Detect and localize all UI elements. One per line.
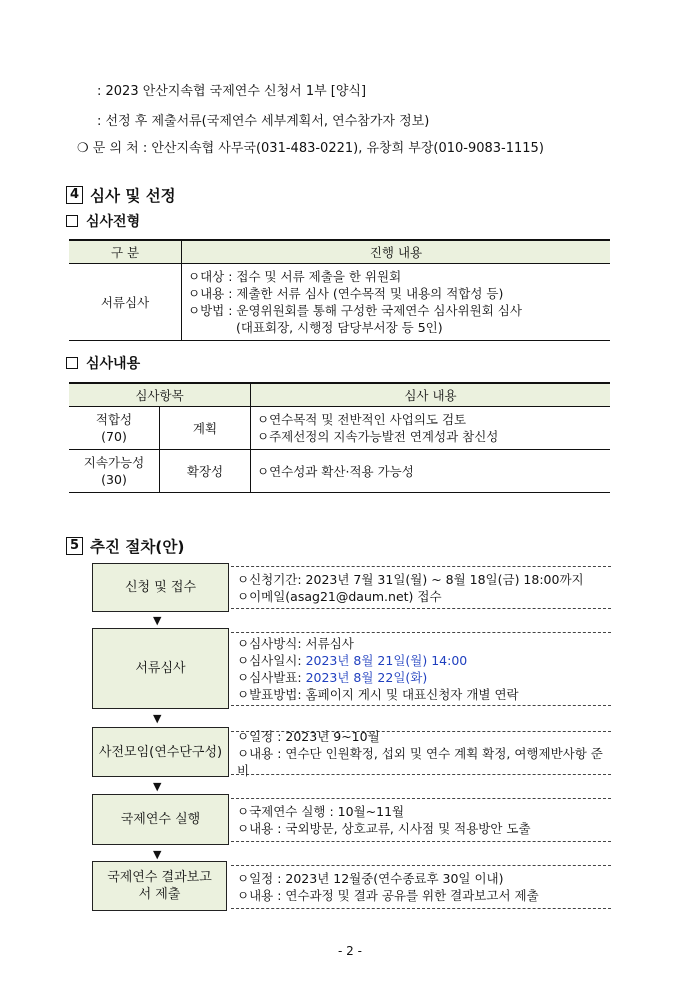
- content-line: (대표회장, 시행정 담당부서장 등 5인): [236, 320, 443, 335]
- section-title: 심사 및 선정: [90, 187, 176, 205]
- desc-line: [237, 652, 611, 669]
- table-header: 진행 내용: [182, 240, 611, 264]
- intro-contact: ❍ 문 의 처 : 안산지속협 사무국(031-483-0221), 유창희 부장(010-9083-1115): [77, 141, 544, 156]
- subsection-title: 심사내용: [86, 356, 141, 372]
- desc-line: [237, 669, 611, 686]
- desc-line: ㅇ내용 : 연수단 인원확정, 섭외 및 연수 계획 확정, 여행제반사항 준비: [237, 745, 603, 778]
- step-box-execution: 국제연수 실행: [92, 794, 229, 845]
- section-5-heading: [66, 535, 184, 557]
- criteria-score: (70): [101, 429, 127, 444]
- step-box-apply: 신청 및 접수: [92, 563, 229, 612]
- content-line: ㅇ연수성과 확산·적용 가능성: [257, 463, 414, 479]
- square-bullet-icon: [66, 215, 78, 227]
- subsection-title: 심사전형: [86, 214, 141, 230]
- page-number: - 2 -: [338, 944, 362, 958]
- section-title: 추진 절차(안): [90, 538, 185, 556]
- content-line: ㅇ방법 : 운영위원회를 통해 구성한 국제연수 심사위원회 심사: [188, 303, 522, 318]
- section-number: 4: [66, 186, 83, 204]
- review-criteria-table: [69, 382, 610, 493]
- desc-prefix: ㅇ심사일시:: [237, 653, 306, 668]
- down-arrow-icon: ▼: [153, 712, 162, 725]
- step-desc-apply: [231, 566, 611, 609]
- down-arrow-icon: ▼: [153, 848, 162, 861]
- down-arrow-icon: ▼: [153, 780, 162, 793]
- step-box-review: 서류심사: [92, 628, 229, 709]
- criteria-name: 적합성: [95, 412, 133, 427]
- review-process-table: [69, 239, 610, 341]
- desc-line: ㅇ발표방법: 홈페이지 게시 및 대표신청자 개별 연락: [237, 687, 519, 702]
- desc-line: ㅇ내용 : 국외방문, 상호교류, 시사점 및 적용방안 도출: [237, 821, 531, 836]
- desc-line: ㅇ심사방식: 서류심사: [237, 636, 354, 651]
- review-date: 2023년 8월 21일(월) 14:00: [305, 653, 468, 668]
- step-desc-execution: [231, 798, 611, 842]
- desc-line: ㅇ내용 : 연수과정 및 결과 공유를 위한 결과보고서 제출: [237, 888, 539, 903]
- criteria-item: [69, 450, 160, 493]
- step-box-report: 국제연수 결과보고서 제출: [92, 861, 227, 911]
- content-line: ㅇ대상 : 접수 및 서류 제출을 한 위원회: [188, 269, 402, 284]
- desc-line: ㅇ이메일(asag21@daum.net) 접수: [237, 588, 442, 604]
- desc-prefix: ㅇ심사발표:: [237, 670, 306, 685]
- desc-line: ㅇ국제연수 실행 : 10월~11월: [237, 804, 405, 819]
- intro-line-1: : 2023 안산지속협 국제연수 신청서 1부 [양식]: [97, 84, 367, 99]
- desc-line: ㅇ일정 : 2023년 12월중(연수종료후 30일 이내): [237, 871, 504, 886]
- criteria-name: 지속가능성: [83, 455, 145, 470]
- content-line: ㅇ내용 : 제출한 서류 심사 (연수목적 및 내용의 적합성 등): [188, 286, 504, 301]
- step-desc-premeeting: [231, 728, 611, 778]
- down-arrow-icon: ▼: [153, 614, 162, 627]
- announce-date: 2023년 8월 22일(화): [305, 670, 428, 685]
- criteria-content: [251, 450, 611, 493]
- intro-line-2: : 선정 후 제출서류(국제연수 세부계획서, 연수참가자 정보): [97, 114, 430, 129]
- subsection-heading: [66, 353, 140, 373]
- criteria-score: (30): [101, 472, 127, 487]
- table-header: 구 분: [69, 240, 182, 264]
- desc-line: ㅇ신청기간: 2023년 7월 31일(월) ~ 8월 18일(금) 18:00까지: [237, 571, 584, 587]
- square-bullet-icon: [66, 357, 78, 369]
- row-content: [182, 264, 611, 341]
- content-line: ㅇ주제선정의 지속가능발전 연계성과 참신성: [257, 429, 499, 444]
- step-desc-review: [231, 632, 611, 706]
- criteria-item: [69, 407, 160, 450]
- section-4-heading: [66, 184, 176, 206]
- table-header: 심사항목: [69, 383, 251, 407]
- section-number: 5: [66, 537, 83, 555]
- content-line: ㅇ연수목적 및 전반적인 사업의도 검토: [257, 412, 467, 427]
- criteria-content: [251, 407, 611, 450]
- step-desc-report: [231, 865, 611, 909]
- subsection-heading: [66, 211, 140, 231]
- criteria-category: 확장성: [160, 450, 251, 493]
- criteria-category: 계획: [160, 407, 251, 450]
- desc-line: ㅇ일정 : 2023년 9~10월: [237, 728, 380, 744]
- step-box-premeeting: 사전모임(연수단구성): [92, 727, 229, 777]
- row-label: 서류심사: [69, 264, 182, 341]
- table-header: 심사 내용: [251, 383, 611, 407]
